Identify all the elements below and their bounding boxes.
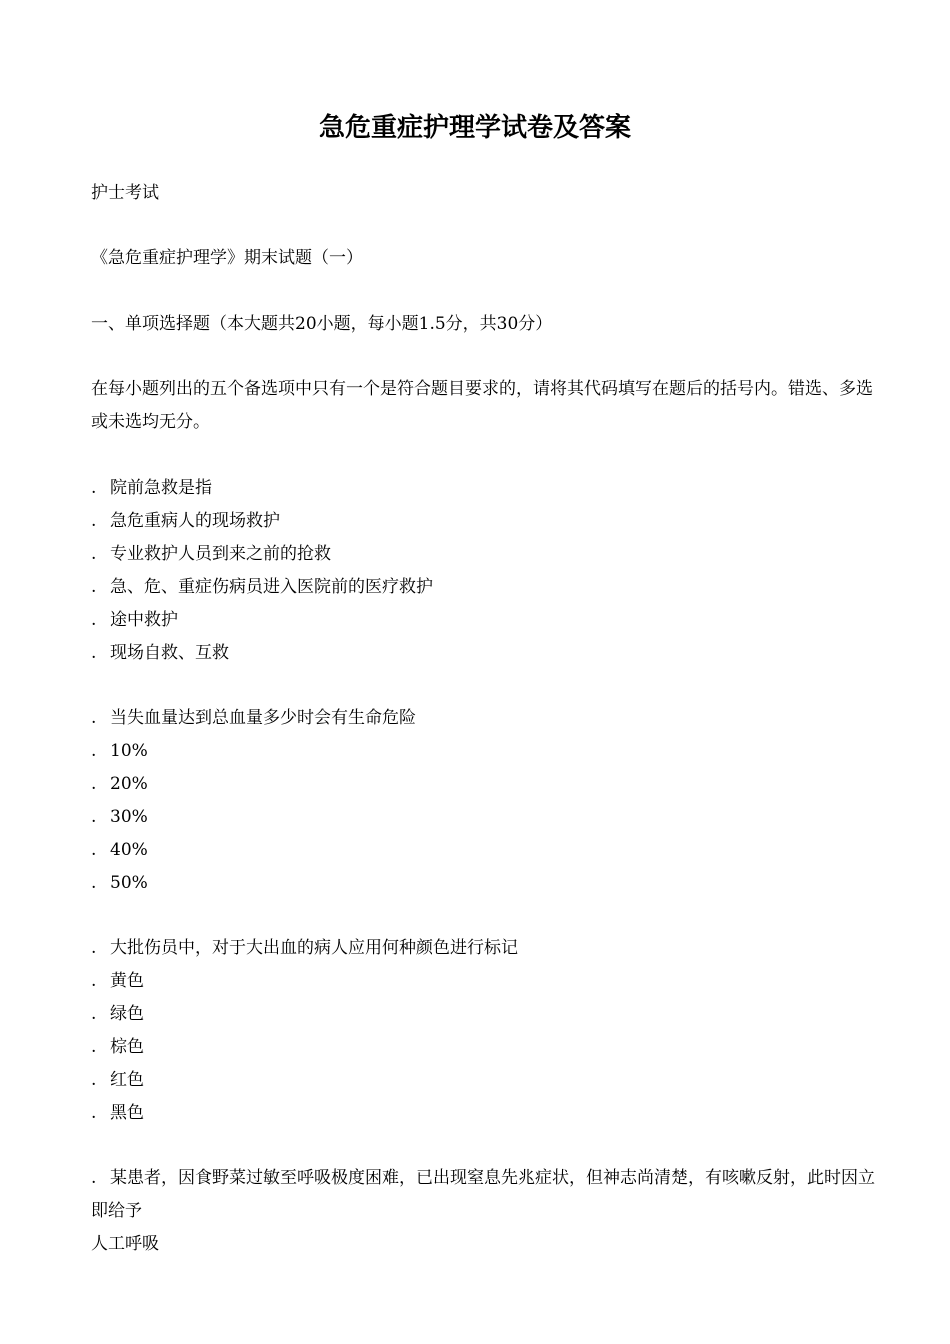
question-3-option: . 绿色: [91, 998, 881, 1031]
question-1-option: . 途中救护: [91, 604, 881, 637]
list-bullet: .: [91, 971, 97, 991]
section-heading: 一、单项选择题（本大题共20小题，每小题1.5分，共30分）: [91, 314, 553, 334]
question-3-option: . 黄色: [91, 965, 881, 998]
question-1-stem: . 院前急救是指: [91, 472, 881, 505]
question-3-option: . 黑色: [91, 1097, 881, 1130]
list-bullet: .: [91, 1004, 97, 1024]
category-line: 护士考试: [91, 183, 159, 203]
question-4-stem: . 某患者，因食野菜过敏至呼吸极度困难，已出现窒息先兆症状，但神志尚清楚，有咳嗽反射，此时因立即给予: [91, 1162, 881, 1228]
list-bullet: .: [91, 610, 97, 630]
list-bullet: .: [91, 774, 97, 794]
exam-name: 《急危重症护理学》期末试题（一）: [91, 248, 363, 268]
question-3-option: . 棕色: [91, 1031, 881, 1064]
question-2-option: . 10%: [91, 735, 881, 768]
list-bullet: .: [91, 1103, 97, 1123]
list-bullet: .: [91, 643, 97, 663]
list-bullet: .: [91, 840, 97, 860]
list-bullet: .: [91, 511, 97, 531]
question-1-option: . 现场自救、互救: [91, 637, 881, 670]
list-bullet: .: [91, 1070, 97, 1090]
list-bullet: .: [91, 577, 97, 597]
question-2-stem: . 当失血量达到总血量多少时会有生命危险: [91, 702, 881, 735]
question-3-option: . 红色: [91, 1064, 881, 1097]
list-bullet: .: [91, 708, 97, 728]
document-title: 急危重症护理学试卷及答案: [318, 113, 631, 143]
question-2-option: . 50%: [91, 867, 881, 900]
list-bullet: .: [91, 1037, 97, 1057]
list-bullet: .: [91, 938, 97, 958]
question-4-continuation: 人工呼吸: [91, 1234, 159, 1254]
question-2-option: . 30%: [91, 801, 881, 834]
list-bullet: .: [91, 807, 97, 827]
list-bullet: .: [91, 1168, 97, 1188]
question-2-option: . 20%: [91, 768, 881, 801]
list-bullet: .: [91, 478, 97, 498]
question-1-option: . 专业救护人员到来之前的抢救: [91, 538, 881, 571]
question-3-stem: . 大批伤员中，对于大出血的病人应用何种颜色进行标记: [91, 932, 881, 965]
list-bullet: .: [91, 741, 97, 761]
list-bullet: .: [91, 873, 97, 893]
instructions-paragraph: 在每小题列出的五个备选项中只有一个是符合题目要求的，请将其代码填写在题后的括号内。错选、多选或未选均无分。: [91, 379, 873, 432]
question-1-option: . 急危重病人的现场救护: [91, 505, 881, 538]
question-2-option: . 40%: [91, 834, 881, 867]
question-1-option: . 急、危、重症伤病员进入医院前的医疗救护: [91, 571, 881, 604]
list-bullet: .: [91, 544, 97, 564]
